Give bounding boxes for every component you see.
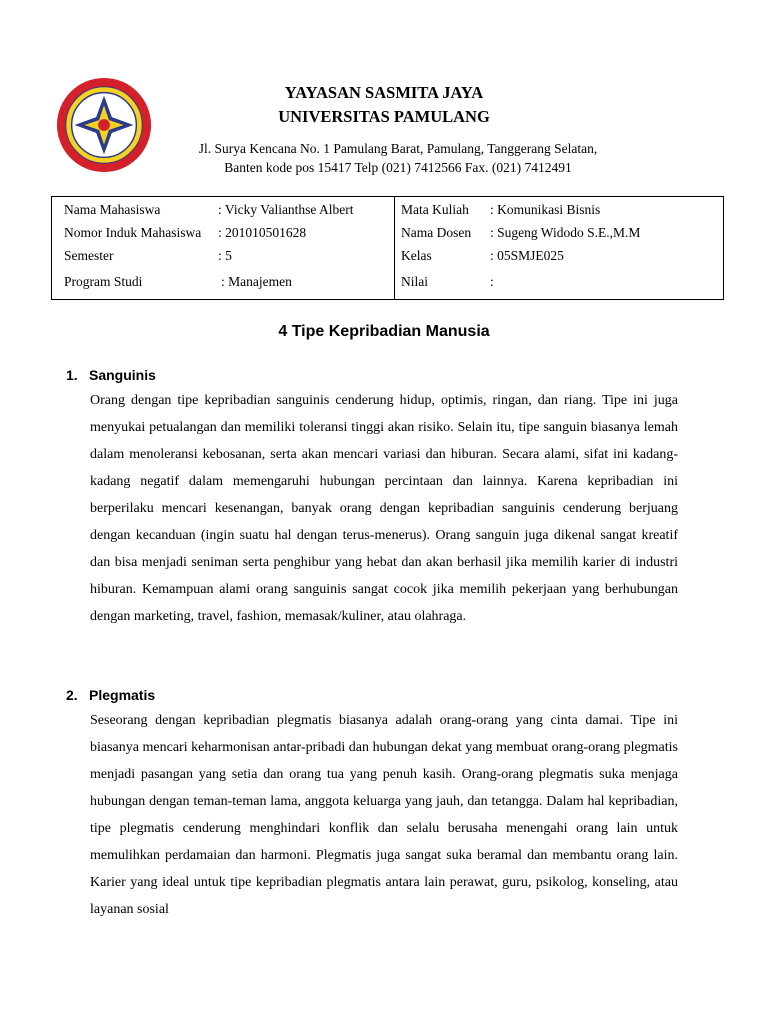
document-title: 4 Tipe Kepribadian Manusia xyxy=(278,323,490,340)
info-label: Nama Dosen xyxy=(401,225,472,240)
section-number: 1. xyxy=(66,367,78,383)
info-value: : Manajemen xyxy=(221,274,292,289)
info-value: : 201010501628 xyxy=(218,225,307,240)
info-value: : 5 xyxy=(218,248,232,263)
info-value: : Komunikasi Bisnis xyxy=(490,202,601,217)
info-label: Kelas xyxy=(401,248,432,263)
institution-name: YAYASAN SASMITA JAYA xyxy=(284,83,484,102)
info-value: : Sugeng Widodo S.E.,M.M xyxy=(490,225,641,240)
info-label: Nilai xyxy=(401,274,428,289)
student-info-box xyxy=(51,196,724,300)
info-value: : 05SMJE025 xyxy=(490,248,564,263)
section-title: Plegmatis xyxy=(89,687,156,703)
section-body-plegmatis: Seseorang dengan kepribadian plegmatis biasanya adalah orang-orang yang cinta damai. Tipe ini biasanya mencari keharmonisan antar-pribadi dan hubungan dekat yang membuat orang-orang plegmatis menjadi pasangan yang setia dan orang tua yang penuh kasih. Orang-orang plegmatis suka menjaga hubungan dengan teman-teman lama, anggota keluarga yang jauh, dan tetangga. Dalam hal kepribadian, tipe plegmatis cenderung menghindari konflik dan selalu berusaha menengahi orang lain untuk memulihkan perdamaian dan harmoni. Plegmatis juga sangat suka beramal dan membantu orang lain. Karier yang ideal untuk tipe kepribadian plegmatis antara lain perawat, guru, psikolog, konseling, atau layanan sosial xyxy=(90,713,678,917)
info-label: Nama Mahasiswa xyxy=(64,202,161,217)
info-value: : xyxy=(490,274,494,289)
address-line-1: Jl. Surya Kencana No. 1 Pamulang Barat, Pamulang, Tanggerang Selatan, xyxy=(198,141,598,156)
address-line-2: Banten kode pos 15417 Telp (021) 7412566 Fax. (021) 7412491 xyxy=(224,160,572,175)
info-divider xyxy=(394,197,395,299)
info-label: Nomor Induk Mahasiswa xyxy=(64,225,202,240)
info-value: : Vicky Valianthse Albert xyxy=(218,202,354,217)
section-body-sanguinis: Orang dengan tipe kepribadian sanguinis cenderung hidup, optimis, ringan, dan riang. Tipe ini juga menyukai petualangan dan memiliki toleransi tinggi akan risiko. Selain itu, tipe sanguin biasanya lemah dalam menoleransi kebosanan, serta akan mencari variasi dan hiburan. Secara alami, sifat ini kadang-kadang negatif dalam memengaruhi hubungan percintaan dan lainnya. Karena kepribadian ini berperilaku mencari kesenangan, banyak orang dengan kepribadian sanguinis cenderung berjuang dengan kecanduan (ingin suatu hal dengan terus-menerus). Orang sanguin juga dikenal sangat kreatif dan bisa menjadi seniman serta penghibur yang hebat dan akan berhasil jika memilih karier di industri hiburan. Kemampuan alami orang sanguinis sangat cocok jika memilih pekerjaan yang berhubungan dengan marketing, travel, fashion, memasak/kuliner, atau olahraga. xyxy=(90,393,678,624)
info-label: Semester xyxy=(64,248,114,263)
university-name: UNIVERSITAS PAMULANG xyxy=(278,107,490,126)
section-heading-plegmatis xyxy=(66,687,155,703)
section-number: 2. xyxy=(66,687,78,703)
info-label: Mata Kuliah xyxy=(401,202,469,217)
section-heading-sanguinis xyxy=(66,367,156,383)
info-label: Program Studi xyxy=(64,274,143,289)
section-title: Sanguinis xyxy=(89,367,156,383)
